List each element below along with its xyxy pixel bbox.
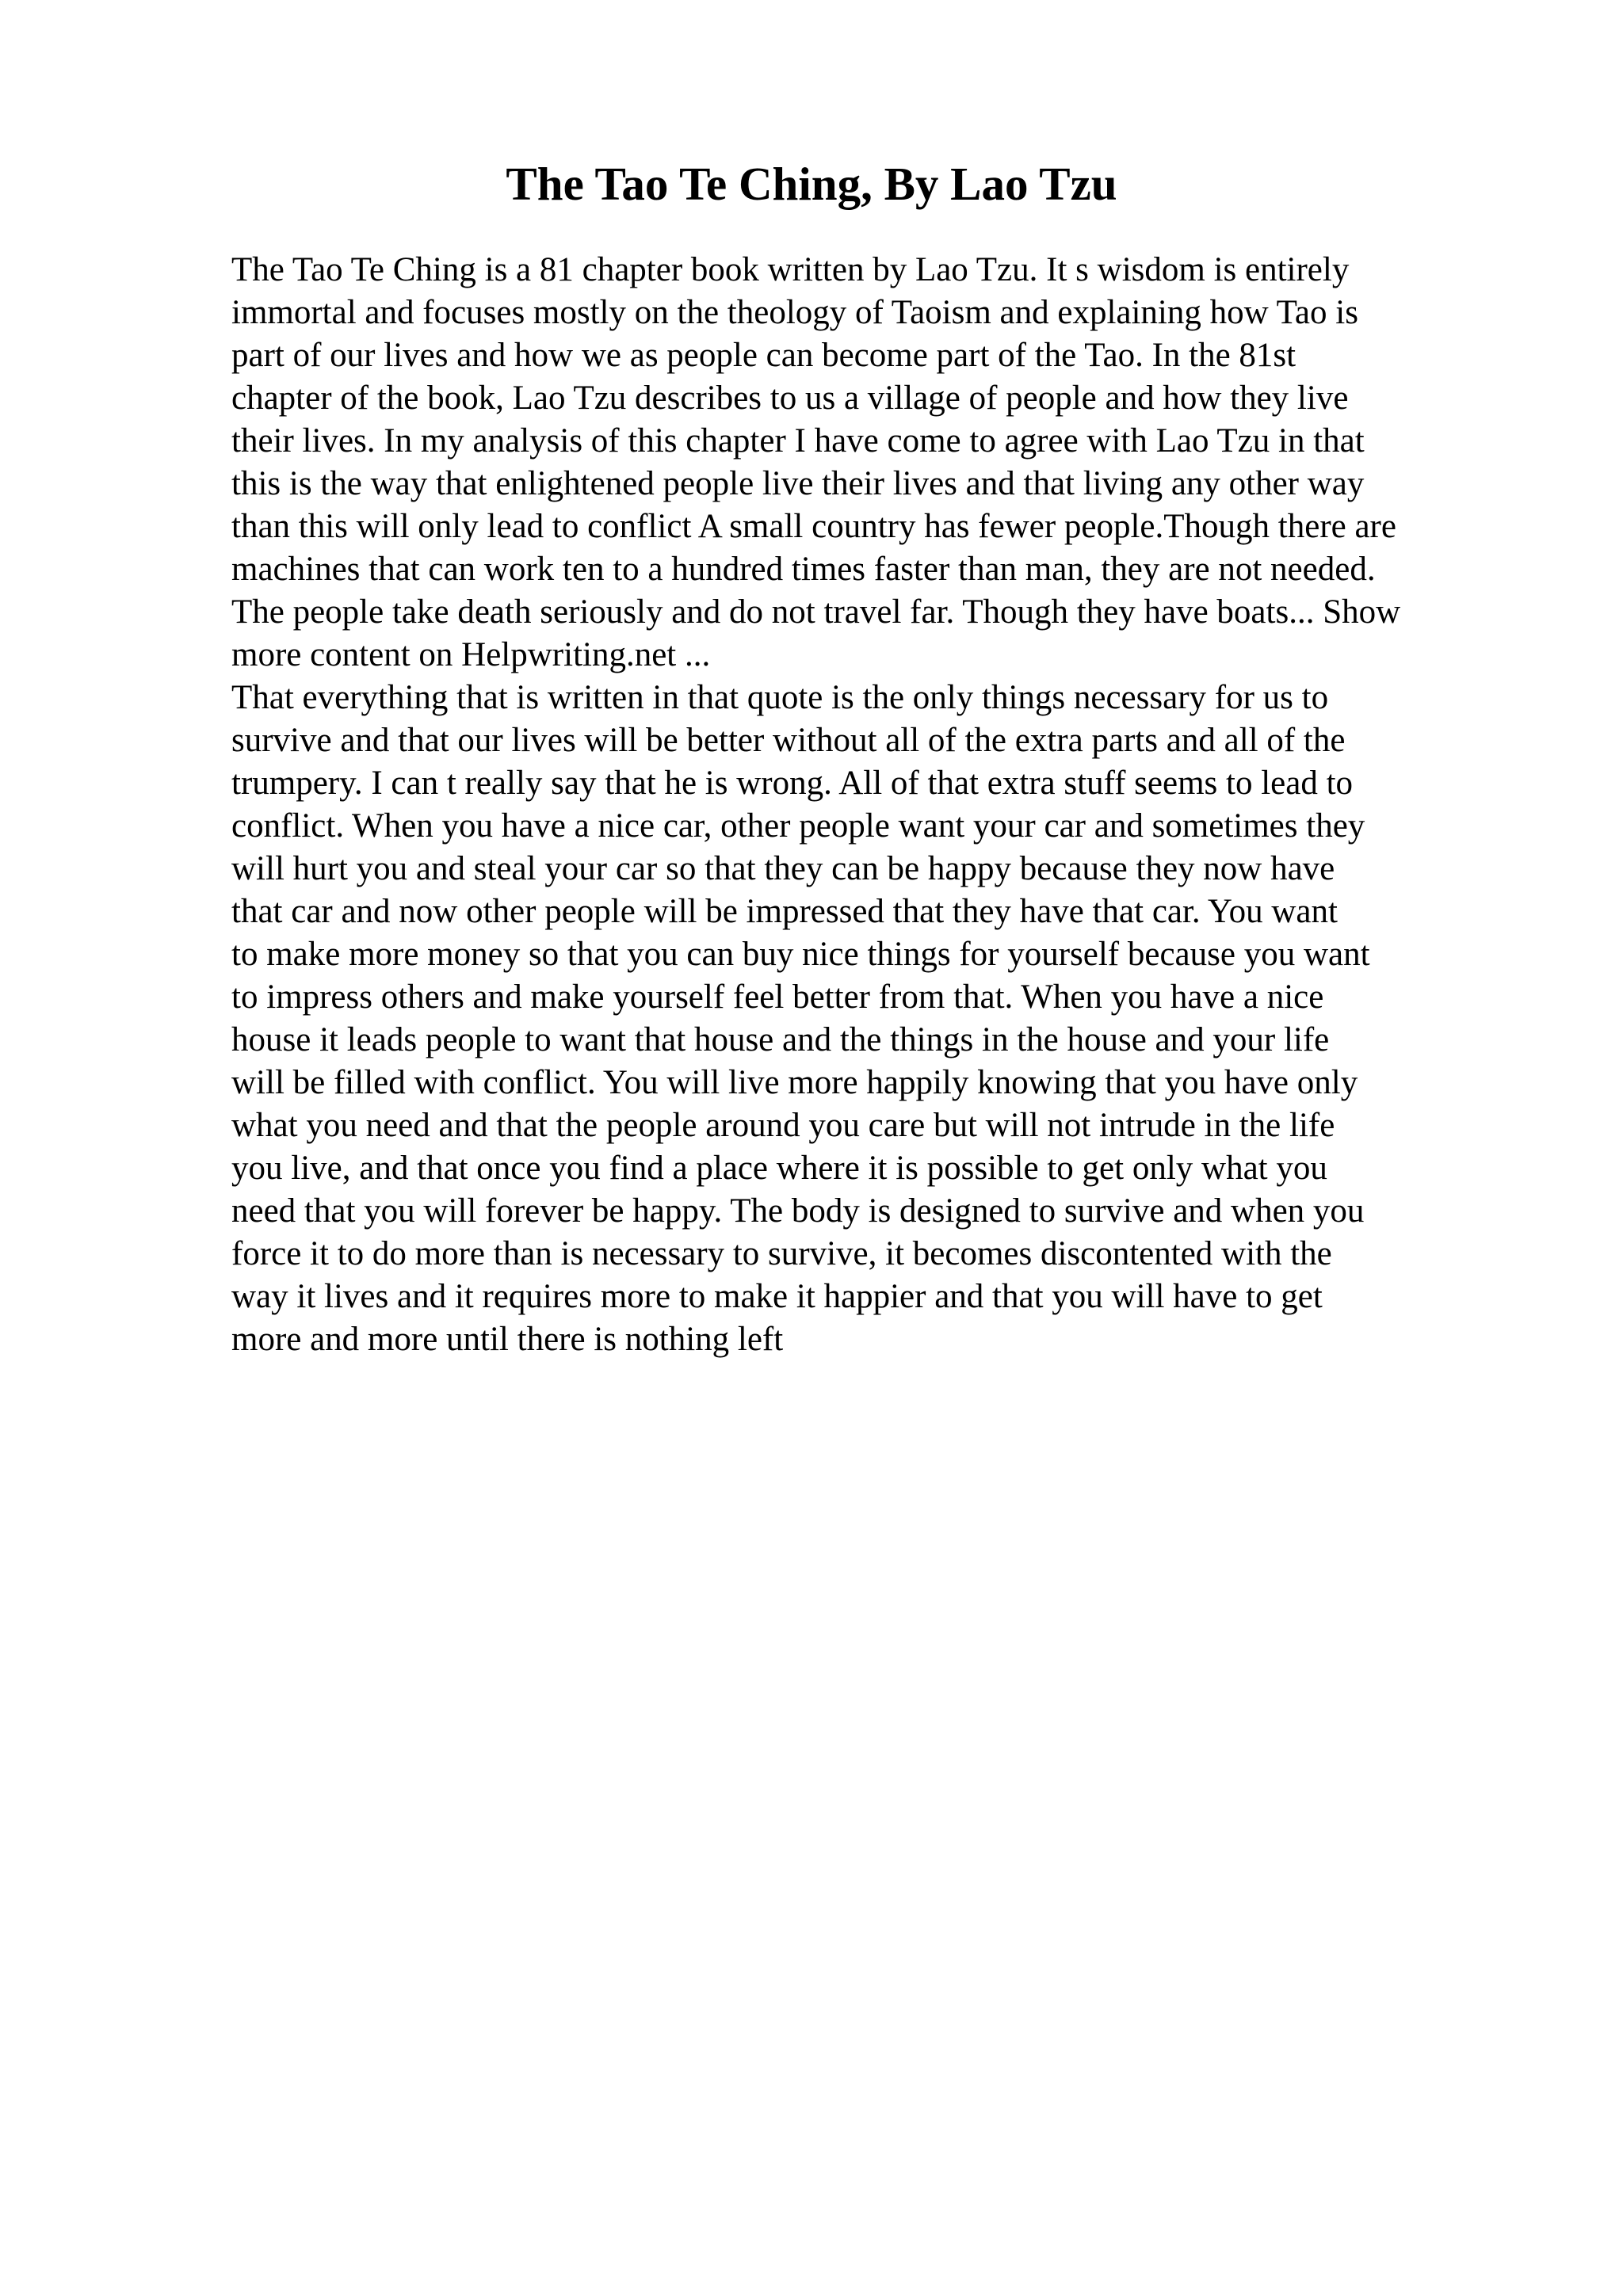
body-line-11: That everything that is written in that quote is the only things necessary for us to [231, 679, 1329, 716]
body-line-12: survive and that our lives will be better without all of the extra parts and all of the [231, 722, 1346, 759]
body-line-3: part of our lives and how we as people can become part of the Tao. In the 81st [231, 337, 1296, 374]
body-line-16: that car and now other people will be impressed that they have that car. You want [231, 893, 1338, 930]
body-line-23: need that you will forever be happy. The body is designed to survive and when you [231, 1192, 1365, 1230]
body-line-14: conflict. When you have a nice car, other people want your car and sometimes they [231, 807, 1365, 845]
body-line-2: immortal and focuses mostly on the theology of Taoism and explaining how Tao is [231, 294, 1358, 331]
body-line-13: trumpery. I can t really say that he is wrong. All of that extra stuff seems to lead to [231, 765, 1354, 802]
body-line-8: machines that can work ten to a hundred times faster than man, they are not needed. [231, 551, 1376, 588]
body-line-18: to impress others and make yourself feel better from that. When you have a nice [231, 978, 1324, 1016]
body-line-25: way it lives and it requires more to make it happier and that you will have to get [231, 1278, 1323, 1315]
body-line-19: house it leads people to want that house and the things in the house and your life [231, 1021, 1330, 1058]
body-line-5: their lives. In my analysis of this chapter I have come to agree with Lao Tzu in that [231, 422, 1365, 460]
body-line-9: The people take death seriously and do not travel far. Though they have boats... Show [231, 593, 1401, 631]
body-line-22: you live, and that once you find a place where it is possible to get only what you [231, 1150, 1327, 1187]
body-line-1: The Tao Te Ching is a 81 chapter book written by Lao Tzu. It s wisdom is entirely [231, 251, 1350, 288]
page-title: The Tao Te Ching, By Lao Tzu [506, 158, 1117, 210]
body-line-17: to make more money so that you can buy nice things for yourself because you want [231, 936, 1370, 973]
body-line-15: will hurt you and steal your car so that they can be happy because they now have [231, 850, 1335, 887]
body-line-20: will be filled with conflict. You will live more happily knowing that you have only [231, 1064, 1358, 1101]
body-line-24: force it to do more than is necessary to survive, it becomes discontented with the [231, 1235, 1332, 1272]
body-line-26: more and more until there is nothing left [231, 1321, 784, 1358]
body-line-10: more content on Helpwriting.net ... [231, 636, 711, 673]
body-line-6: this is the way that enlightened people live their lives and that living any other way [231, 465, 1365, 502]
body-line-7: than this will only lead to conflict A small country has fewer people.Though there are [231, 508, 1396, 545]
body-line-4: chapter of the book, Lao Tzu describes to us a village of people and how they live [231, 379, 1349, 417]
body-line-21: what you need and that the people around you care but will not intrude in the life [231, 1107, 1335, 1144]
